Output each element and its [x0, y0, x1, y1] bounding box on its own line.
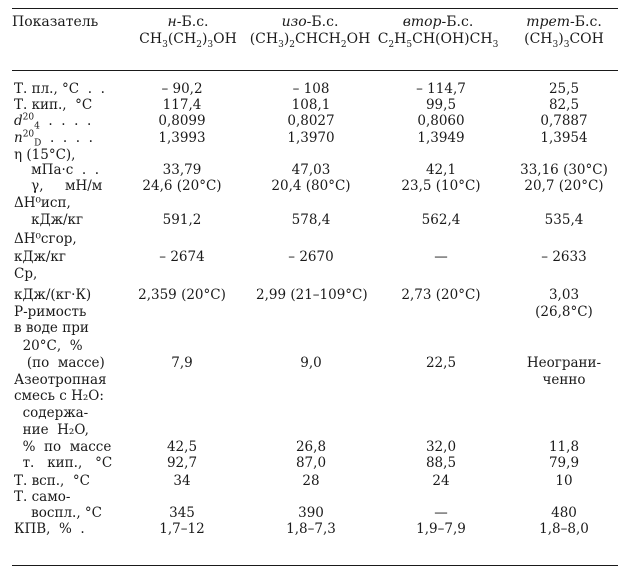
- table-cell: 3,03: [548, 287, 580, 303]
- table-cell: 1,9–7,9: [416, 521, 466, 537]
- row-label: кДж/кг: [14, 249, 66, 265]
- row-label: Азеотропная: [14, 372, 107, 388]
- table-cell: 117,4: [162, 97, 202, 113]
- row-label: в воде при: [14, 320, 89, 336]
- table-cell: 2,99 (21–109°С): [256, 287, 368, 303]
- header-sec-butanol: втор-Б.с. $C_2H_5CH(OH)CH_3$: [377, 14, 499, 50]
- table-cell: – 2674: [159, 249, 205, 265]
- row-label: γ, мН/м: [14, 178, 103, 194]
- row-label: Cp,: [14, 266, 38, 282]
- row-label: КПВ, % .: [14, 521, 85, 537]
- table-cell: 33,79: [162, 162, 202, 178]
- table-cell: —: [434, 249, 448, 265]
- table-cell: – 114,7: [416, 81, 466, 97]
- row-label: ΔH⁰исп,: [14, 195, 71, 211]
- table-cell: 47,03: [291, 162, 331, 178]
- table-cell: 1,8–7,3: [286, 521, 336, 537]
- header-tert-butanol: трет-Б.с. $(CH_3)_3COH$: [524, 14, 604, 50]
- table-cell: 20,7 (20°С): [524, 178, 604, 194]
- table-cell: 42,1: [425, 162, 457, 178]
- row-label: ΔH⁰сгор,: [14, 231, 77, 247]
- table-cell: 1,3970: [287, 130, 335, 146]
- table-cell: 11,8: [548, 439, 580, 455]
- row-label: содержа-: [14, 405, 89, 421]
- table-cell: 79,9: [548, 455, 580, 471]
- table-cell: —: [434, 505, 448, 521]
- top-rule: [12, 8, 618, 9]
- table-cell: – 90,2: [161, 81, 203, 97]
- table-cell: 92,7: [166, 455, 198, 471]
- row-label: кДж/кг: [14, 212, 84, 228]
- row-label: кДж/(кг·К): [14, 287, 92, 303]
- table-cell: 1,8–8,0: [539, 521, 589, 537]
- table-cell: ченно: [542, 372, 586, 388]
- table-cell: 0,8027: [287, 113, 335, 129]
- table-cell: – 2633: [541, 249, 587, 265]
- table-cell: – 108: [292, 81, 330, 97]
- row-label: Т. пл., °С . .: [14, 81, 105, 97]
- table-cell: 10: [555, 473, 573, 489]
- row-label: 20°С, %: [14, 338, 83, 354]
- table-cell: 9,0: [300, 355, 322, 371]
- table-cell: 24,6 (20°С): [142, 178, 222, 194]
- table-cell: 0,8060: [417, 113, 465, 129]
- row-label: Т. кип., °С: [14, 97, 93, 113]
- table-cell: 32,0: [425, 439, 457, 455]
- table-cell: 42,5: [166, 439, 198, 455]
- table-cell: 28: [302, 473, 320, 489]
- table-cell: 2,359 (20°С): [138, 287, 226, 303]
- row-label: смесь с H₂O:: [14, 388, 104, 404]
- table-cell: 26,8: [295, 439, 327, 455]
- header-indicator: Показатель: [12, 14, 99, 30]
- table-cell: 1,3949: [417, 130, 465, 146]
- table-cell: 108,1: [291, 97, 331, 113]
- table-cell: 1,3954: [540, 130, 588, 146]
- table-cell: 535,4: [544, 212, 584, 228]
- header-n-butanol: н-Б.с. $CH_3(CH_2)_3OH$: [139, 14, 237, 50]
- row-label: % по массе: [14, 439, 112, 455]
- table-cell: 0,7887: [540, 113, 588, 129]
- row-label: η (15°С),: [14, 147, 76, 163]
- table-cell: 99,5: [425, 97, 457, 113]
- row-label: Р-римость: [14, 304, 87, 320]
- table-cell: 562,4: [421, 212, 461, 228]
- table-cell: 22,5: [425, 355, 457, 371]
- table-cell: 1,3993: [158, 130, 206, 146]
- table-cell: 23,5 (10°С): [401, 178, 481, 194]
- table-cell: 87,0: [295, 455, 327, 471]
- table-cell: 578,4: [291, 212, 331, 228]
- table-cell: (26,8°С): [535, 304, 593, 320]
- table-cell: Неограни-: [526, 355, 602, 371]
- table-cell: 2,73 (20°С): [401, 287, 481, 303]
- table-cell: 33,16 (30°С): [520, 162, 608, 178]
- table-cell: 0,8099: [158, 113, 206, 129]
- header-rule: [12, 70, 618, 71]
- row-label: Т. всп., °С: [14, 473, 90, 489]
- row-label: $d^{20}_4$ . . . .: [14, 112, 92, 132]
- header-iso-butanol: изо-Б.с. $(CH_3)_2CHCH_2OH$: [249, 14, 371, 50]
- table-cell: 88,5: [425, 455, 457, 471]
- row-label: т. кип., °С: [14, 455, 113, 471]
- table-cell: – 2670: [288, 249, 334, 265]
- table-cell: 25,5: [548, 81, 580, 97]
- table-cell: 7,9: [171, 355, 193, 371]
- table-cell: 1,7–12: [159, 521, 205, 537]
- row-label: (по массе): [14, 355, 105, 371]
- row-label: Т. само-: [14, 489, 71, 505]
- bottom-rule: [12, 565, 618, 566]
- row-label: $n^{20}_D$ . . . .: [14, 129, 93, 149]
- table-cell: 591,2: [162, 212, 202, 228]
- table-cell: 24: [432, 473, 450, 489]
- table-cell: 34: [173, 473, 191, 489]
- table-cell: 345: [169, 505, 195, 521]
- table-cell: 20,4 (80°С): [271, 178, 351, 194]
- row-label: воспл., °С: [14, 505, 102, 521]
- table-cell: 82,5: [548, 97, 580, 113]
- row-label: мПа·с . .: [14, 162, 100, 178]
- table-cell: 480: [551, 505, 577, 521]
- table-cell: 390: [298, 505, 324, 521]
- row-label: ние H₂O,: [14, 422, 89, 438]
